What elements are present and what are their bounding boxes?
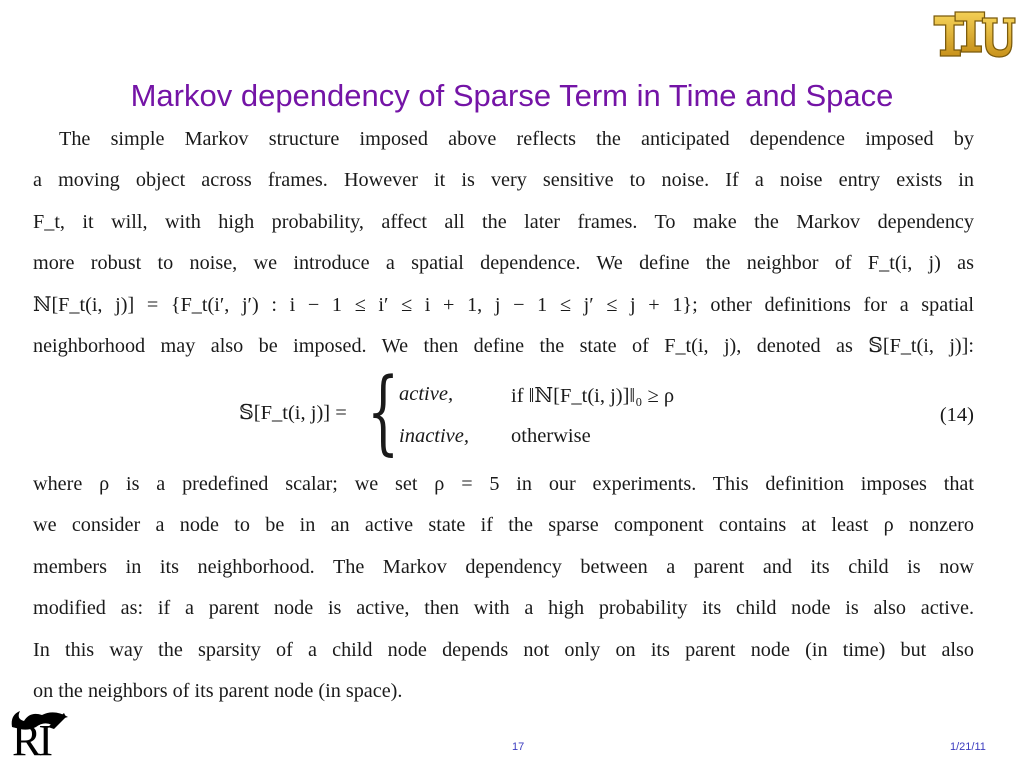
slide-date: 1/21/11	[950, 741, 986, 753]
equation-case-inactive-value: inactive,	[399, 425, 470, 447]
paragraph-2-line-5: In this way the sparsity of a child node depends not only on its parent node (in time) but also	[33, 638, 974, 661]
paragraph-1-line-1: The simple Markov structure imposed above reflects the anticipated dependence imposed by	[59, 128, 974, 150]
equation-condition-inactive: otherwise	[511, 425, 591, 447]
equation-case-active-value: active,	[399, 383, 454, 405]
equation-14	[239, 358, 974, 465]
equation-case-inactive	[399, 425, 469, 448]
equation-number: (14)	[939, 404, 974, 426]
equation-condition-active: if ‖ℕ[F_t(i, j)]‖₀ ≥ ρ	[511, 385, 675, 407]
paragraph-1-line-6: neighborhood may also be imposed. We then define the state of F_t(i, j), denoted as 𝕊[F_t(i, j)]:	[33, 334, 974, 357]
paragraph-2-line-4: modified as: if a parent node is active, then with a high probability its child node is also active.	[33, 597, 974, 620]
paragraph-1-line-2: a moving object across frames. However it is very sensitive to noise. If a noise entry exists in	[33, 169, 974, 192]
ttu-logo	[932, 10, 1016, 69]
ttu-logo-mark	[932, 10, 1016, 62]
page-number: 17	[512, 741, 525, 753]
paragraph-2	[33, 464, 974, 712]
paragraph-1	[33, 119, 974, 367]
paragraph-1-line-4: more robust to noise, we introduce a spatial dependence. We define the neighbor of F_t(i, j) as	[33, 252, 974, 275]
paragraph-2-line-6: on the neighbors of its parent node (in space).	[33, 679, 403, 702]
paragraph-1-line-5: ℕ[F_t(i, j)] = {F_t(i′, j′) : i − 1 ≤ i′ ≤ i + 1, j − 1 ≤ j′ ≤ j + 1}; other definitions for a spatial	[33, 293, 974, 316]
ri-logo-letters: RI	[12, 716, 50, 765]
slide-title: Markov dependency of Sparse Term in Time and Space	[130, 78, 894, 113]
paragraph-2-line-1: where ρ is a predefined scalar; we set ρ = 5 in our experiments. This definition imposes that	[33, 473, 974, 495]
paragraph-2-line-2: we consider a node to be in an active state if the sparse component contains at least ρ nonzero	[33, 514, 974, 537]
equation-case-active	[399, 383, 453, 406]
equation-brace: {	[367, 358, 400, 465]
paragraph-1-line-3: F_t, it will, with high probability, affect all the later frames. To make the Markov dependency	[33, 210, 974, 233]
ri-logo	[8, 705, 78, 763]
paragraph-2-line-3: members in its neighborhood. The Markov dependency between a parent and its child is now	[33, 555, 974, 578]
equation-lhs: 𝕊[F_t(i, j)] =	[239, 402, 347, 424]
